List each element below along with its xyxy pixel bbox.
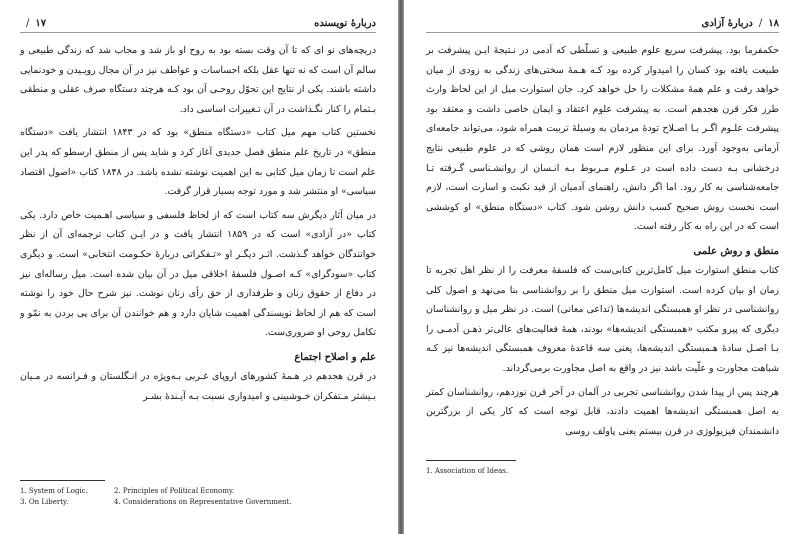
paragraph: حکمفرما بود. پیشرفت سریع علوم طبیعی و تسلّطی که آدمی در نـتیجهٔ ایـن پیشرفت بر طبیعت یافته بود کسان را امیدوار کرده بود کـه هـمهٔ سختی‌های زندگی به زودی از میان خواهد رفت و علم همهٔ مشکلات را حل خواهد کرد. جان استوارت میل از این لحاظ وارث طرز فکر قرن هجدهم است. به پیشرفت علوم اعتقاد و ایمان خاصی داشت و معتقد بود پیشرفت علـوم اگـر بـا اصـلاح تودهٔ مردمان به وسیلهٔ تربیت همراه شود، می‌تواند جامعه‌ای آرمانی به‌وجود آورد. برای این منظور لازم است همان روشی که در علوم طبیعی نتایج درخشانی بـه دست داده است در عـلوم مـربوط بـه انـسان از روانشـناسی گـرفته تـا جامعه‌شناسی به کار رود. اما اگر دانش، راهنمای آدمیان از قید نکبت و اسارت است، لازم است نخست روش صحیح کسب دانش روشن شود. کتاب «دستگاه منطق» او کوششی است که در این راه به کار رفته است. bbox=[426, 45, 779, 233]
footnote: 4. Considerations on Representative Government. bbox=[114, 498, 292, 506]
header-separator: / bbox=[758, 17, 763, 29]
footnotes bbox=[20, 480, 376, 508]
footnote-rule bbox=[20, 480, 105, 481]
header-separator: / bbox=[26, 17, 30, 29]
footnote: 1. System of Logic. bbox=[20, 487, 88, 495]
paragraph: دریچه‌های نو ای که تا آن وقت بسته بود به روح او باز شد و مجاب شد که زندگی طبیعی و سالم آن است که نه تنها عقل بلکه احساسات و عواطف نیز در آن مجال رویـیدن و خودنمایی داشته باشند. یکی از نتایج این تحوّل روحـی آن بود کـه هرچند دستگاه صرف عقلی و منطقی بـتمام را کنار نگـذاشت در آن تـغییرات اساسی داد. bbox=[20, 45, 376, 115]
footnote: 3. On Liberty. bbox=[20, 498, 69, 506]
paragraph: هرچند پس از پیدا شدن روانشناسی تجربی در آلمان در آخر قرن نوزدهم، روانشناسان کمتر به اصل همبستگی اندیشه‌ها اهمیت دادند، قابل توجه است که کار یکی از بزرگترین دانشمندان فیزیولوژی در قرن بیستم یعنی پاولف روسی bbox=[426, 386, 779, 437]
left-page bbox=[0, 0, 398, 534]
page-number: ۱۷ bbox=[35, 17, 47, 29]
section-heading: منطق و روش علمی bbox=[693, 245, 779, 257]
paragraph: کتاب منطق استوارت میل کامل‌ترین کتابی‌ست که فلسفهٔ معرفت را از نظر اهل تجربه تا زمان او بیان کرده است. استوارت میل منطق را بر روانشناسی بنا می‌نهد و اصول کلی روانشناسی در نظر او همبستگی اندیشه‌ها (تداعی معانی) است. در نظر میل و روانشناسان دیگری که پیرو مکتب «همبستگی اندیشه‌ها» بودند، همهٔ فعالیت‌های عالی‌تر ذهـن آدمـی را بـا اصـل سادهٔ هـمبستگی اندیشه‌ها، یعنی سه قاعدهٔ معروف همبستگی اندیشه‌ها نیز کـه شباهت مجاورت و علّیت باشد نیز در واقع به اصل مجاورت برمی‌گرداند. bbox=[426, 264, 779, 374]
running-title: دربارهٔ نویسنده bbox=[314, 17, 376, 29]
footnote-rule bbox=[426, 460, 516, 461]
page-header bbox=[20, 14, 376, 33]
right-page bbox=[404, 0, 803, 534]
page-number: ۱۸ bbox=[768, 17, 779, 29]
page-number-group bbox=[20, 18, 46, 29]
section-heading: علم و اصلاح اجتماع bbox=[294, 351, 376, 363]
running-title: دربارهٔ آزادی bbox=[701, 17, 753, 29]
footnote: 2. Principles of Political Economy. bbox=[114, 487, 235, 495]
page-number-group bbox=[702, 18, 779, 29]
page-body bbox=[20, 41, 376, 406]
footnote: 1. Association of Ideas. bbox=[426, 467, 509, 475]
paragraph: در قرن هجدهم در هـمهٔ کشورهای اروپای غـربی بـه‌ویژه در انـگلستان و فـرانسه در مـیان بـیشتر مـتفکران خـوشبینی و امیدواری نسبت بـه آیـندهٔ بشـر bbox=[20, 370, 376, 402]
paragraph: نخستین کتاب مهم میل کتاب «دستگاه منطق» بود که در ۱۸۴۳ انتشار یافت «دستگاه منطق» در تاریخ علم منطق فصل جدیدی آغاز کرد و شاید پس از منطق ارسطو که پدر این علم است تا زمان میل کتابی به این اهمیت نوشته نشده باشد. در ۱۸۴۸ کتاب «اصول اقتصاد سیاسی» او منتشر شد و مورد توجه بسیار قرار گرفت. bbox=[20, 127, 376, 198]
page-body bbox=[426, 41, 779, 441]
page-header bbox=[426, 14, 779, 33]
paragraph: در میان آثار دیگرش سه کتاب است که از لحاظ فلسفی و سیاسی اهـمیت خاص دارد. یکی کتاب «در آزادی» است که در ۱۸۵۹ انتشار یافت و در ایـن کتاب ترجمه‌ای آن از نظر خوانندگان خواهد گـذشت. اثـر دیگـر او «تـفکراتی دربارهٔ حکـومت انتخابی» است. و دیگری کتاب «سودگرای» کـه اصـول فلسفهٔ اخلاقی میل در آن بیان شده است. میل رساله‌ای نیز در دفاع از حقوق زنان و طرفداری از حق رأی زنان نوشت. نیز شرح حال خود را نوشته است که هم از لحاظ نویسندگی اهمیت شایان دارد و هم خوانندن آن برای پی بردن به نمّو و تکامل روحی او ضروری‌ست. bbox=[20, 209, 376, 339]
footnotes bbox=[426, 460, 779, 477]
